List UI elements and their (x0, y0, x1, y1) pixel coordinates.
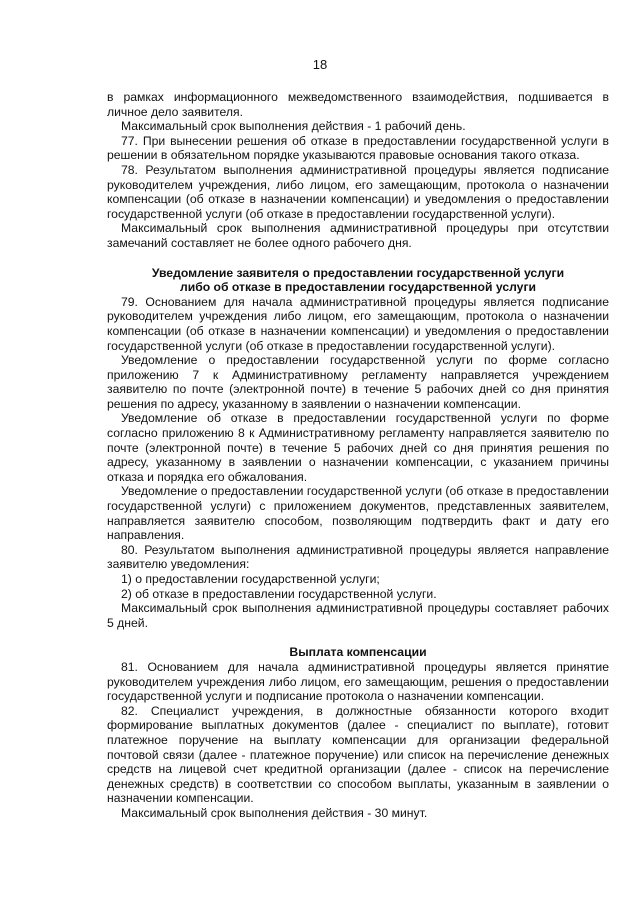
list-item: 2) об отказе в предоставлении государственной услуги. (121, 586, 437, 601)
document-body (107, 90, 609, 821)
section-heading-line: Уведомление заявителя о предоставлении государственной услуги (151, 265, 565, 280)
paragraph: Уведомление о предоставлении государственной услуги (об отказе в предоставлении государственной услуги) с приложением документов, представленных заявителем, направляется заявителю способом, позволяющим подтвердить факт и дату его направления. (107, 484, 609, 543)
paragraph: Максимальный срок выполнения административной процедуры при отсутствии замечаний составляет не более одного рабочего дня. (107, 221, 609, 250)
paragraph: 80. Результатом выполнения административной процедуры является направление заявителю уведомления: (107, 542, 609, 572)
paragraph: в рамках информационного межведомственного взаимодействия, подшивается в личное дело заявителя. (107, 90, 609, 119)
section-heading-line: либо об отказе в предоставлении государственной услуги (179, 280, 537, 295)
paragraph: 82. Специалист учреждения, в должностные обязанности которого входит формирование выплатных документов (далее - специалист по выплате), готовит платежное поручение на выплату компенсации для организации федеральной почтовой связи (далее - платежное поручение) или список на перечисление денежных средств на лицевой счет кредитной организации (далее - список на перечисление денежных средств) в соответствии со способом выплаты, указанным в заявлении о назначении компенсации. (107, 703, 609, 806)
paragraph: Максимальный срок выполнения действия - 30 минут. (121, 805, 428, 820)
spacer (107, 630, 609, 645)
paragraph: 77. При вынесении решения об отказе в предоставлении государственной услуги в решении в обязательном порядке указываются правовые основания такого отказа. (107, 133, 609, 163)
paragraph: 81. Основанием для начала административной процедуры является принятие руководителем учреждения либо лицом, его замещающим, решения о предоставлении государственной услуги и подписание протокола о назначении компенсации. (107, 659, 609, 704)
paragraph: 78. Результатом выполнения административной процедуры является подписание руководителем учреждения, либо лицом, его замещающим, протокола о назначении компенсации (об отказе в назначении компенсации) и уведомления о предоставлении государственной услуги (об отказе в предоставлении государственной услуги). (107, 162, 609, 221)
paragraph: Уведомление об отказе в предоставлении государственной услуги по форме согласно приложению 8 к Административному регламенту направляется заявителю по почте (электронной почте) в течение 5 рабочих дней со дня принятия решения по адресу, указанному в заявлении о назначении компенсации, с указанием причины отказа и порядка его обжалования. (107, 411, 609, 484)
paragraph: Максимальный срок выполнения административной процедуры составляет рабочих 5 дней. (107, 601, 609, 630)
section-heading (107, 266, 609, 295)
paragraph: Максимальный срок выполнения действия - 1 рабочий день. (121, 119, 466, 134)
paragraph: 79. Основанием для начала административной процедуры является подписание руководителем учреждения либо лицом, его замещающим, протокола о назначении компенсации (об отказе в назначении компенсации) и уведомления о предоставлении государственной услуги (об отказе в предоставлении государственной услуги). (107, 294, 609, 353)
spacer (107, 251, 609, 266)
paragraph: Уведомление о предоставлении государственной услуги по форме согласно приложению 7 к Административному регламенту направляется учреждением заявителю по почте (электронной почте) в течение 5 рабочих дней со дня принятия решения по адресу, указанному в заявлении о назначении компенсации. (107, 353, 609, 411)
page-number: 18 (312, 57, 328, 72)
section-heading: Выплата компенсации (289, 645, 427, 660)
list-item: 1) о предоставлении государственной услуги; (121, 572, 380, 586)
